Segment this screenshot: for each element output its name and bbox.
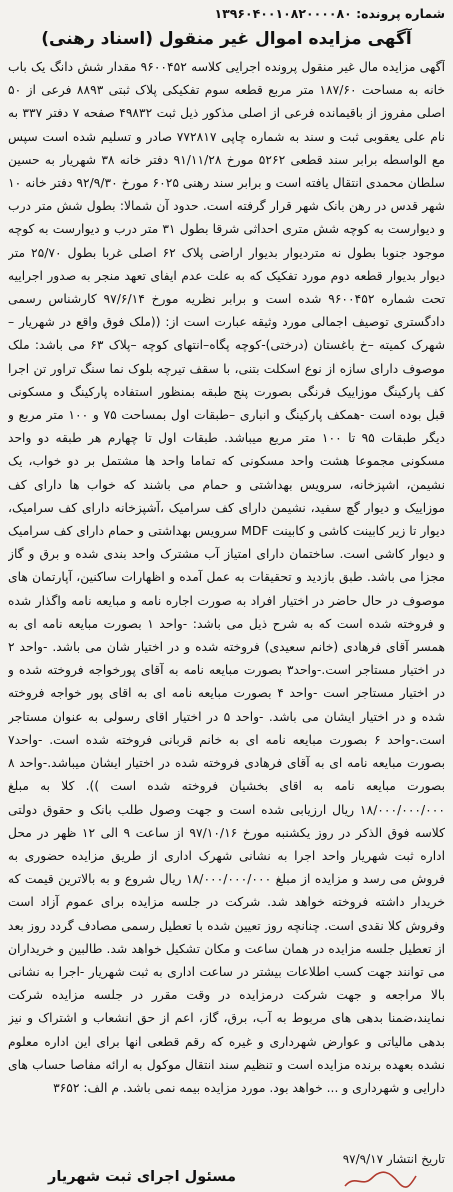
notice-body [8,56,445,1126]
publish-date: تاریخ انتشار ۹۷/۹/۱۷ [342,1152,445,1166]
file-number: شماره پرونده: ۱۳۹۶۰۴۰۰۱۰۸۲۰۰۰۰۸۰ [214,6,445,21]
handwritten-mark [340,1168,420,1192]
notice-title: آگهی مزایده اموال غیر منقول (اسناد رهنی) [41,29,412,49]
notice-paragraph: آگهی مزایده مال غیر منقول پرونده اجرایی کلاسه ۹۶۰۰۴۵۲ مقدار شش دانگ یک باب خانه به مساحت ۱۸۷/۶۰ متر مربع قطعه سوم تفکیکی پلاک ثبتی ۸۸۹۳ فرعی از ۵۰ اصلی مفروز از باقیمانده فرعی از اصلی مذکور ذیل ثبت ۴۹۸۳۲ صفحه ۷ دفتر ۳۳۷ به نام علی یعقوبی ثبت و سند به شماره چاپی ۷۷۲۸۱۷ صادر و تسلیم شده است سپس مع الواسطه برابر سند قطعی ۵۲۶۲ مورخ ۹۱/۱۱/۲۸ دفتر خانه ۳۸ شهریار به حسین سلطان محمدی انتقال یافته است و برابر سند رهنی ۶۰۲۵ مورخ ۹۲/۹/۳۰ دفتر خانه ۱۰ شهر قدس در رهن بانک شهر قرار گرفته است. حدود آن شمالا: بطول شش متر درب و دیوارست به کوچه شش متری احداثی شرقا بطول ۳۱ متر درب و دیوارست به کوچه موجود جنوبا بطول نه متردیوار بدیوار اراضی پلاک ۶۲ اصلی غربا بطول ۲۵/۷۰ متر دیوار بدیوار قطعه دوم مورد تفکیک که به علت عدم ایفای تعهد منجر به صدور اجراییه تحت شماره ۹۶۰۰۴۵۲ شده است و برابر نظریه مورخ ۹۷/۶/۱۴ کارشناس رسمی دادگستری توصیف اجمالی مورد وثیقه عبارت است از: ((ملک فوق واقع در شهریار –شهرک کمیته –خ باغستان (درختی)-کوچه پگاه–انتهای کوچه –پلاک ۶۳ می باشد: ملک موصوف دارای سازه از نوع اسکلت بتنی، با سقف تیرچه بلوک نما سنگ تراور تن اجرا کف پارکینگ موزاییک فرنگی بصورت پنج طبقه بمنظور استفاده پارکینگ و مسکونی قبل بوده است -همکف پارکینگ و انباری –طبقات اول بمساحت ۷۵ و ۱۰۰ متر مربع و دیگر طبقات ۹۵ تا ۱۰۰ متر مربع میباشد. طبقات اول تا چهارم هر طبقه دو واحد مسکونی مجموعا هشت واحد مسکونی که تماما واحد ها مشتمل بر دو خواب، یک نشیمن، اشپزخانه، سرویس بهداشتی و حمام می باشند که خواب ها دارای کف موزاییک و دیوار گچ سفید، نشیمن دارای کف سرامیک ،آشپزخانه دارای کف سرامیک، دیوار تا زیر کابینت کاشی و کابینت MDF سرویس بهداشتی و حمام دارای کف سرامیک و دیوار کاشی است. ساختمان دارای امتیاز آب مشترک واحد بندی شده و برق و گاز مجزا می باشد. طبق بازدید و تحقیقات به عمل آمده و اظهارات ساکنین، آپارتمان های موصوف در حال حاضر در اختیار افراد به صورت اجاره نامه و مبایعه نامه واگذار شده و فروخته شده است که به شرح ذیل می باشد: -واحد ۱ بصورت مبایعه نامه ای به همسر آقای فرهادی (خانم سعیدی) فروخته شده و در اختیار شان می باشد. -واحد ۲ در اختیار مستاجر است.-واحد۳ بصورت مبایعه نامه به آقای پورخواجه فروخته شده و در اختیار مستاجر است -واحد ۴ بصورت مبایعه نامه ای به اقای پور خواجه فروخته شده و در اختیار ایشان می باشد. -واحد ۵ در اختیار اقای رسولی به عنوان مستاجر است.-واحد ۶ بصورت مبایعه نامه ای به خانم قربانی فروخته شده است. -واحد۷ بصورت مبایعه نامه ای به آقای فرهادی فروخته شده در اختیار ایشان میباشد.-واحد ۸ بصورت مبایعه نامه به اقای بخشیان فروخته شده است )). کلا به مبلغ ۱۸/۰۰۰/۰۰۰/۰۰۰ ریال ارزیابی شده است و جهت وصول طلب بانک و حقوق دولتی کلاسه فوق الذکر در روز یکشنبه مورخ ۹۷/۱۰/۱۶ از ساعت ۹ الی ۱۲ ظهر در محل اداره ثبت شهریار واحد اجرا به نشانی شهرک اداری از طریق مزایده حضوری به فروش می رسد و مزایده از مبلغ ۱۸/۰۰۰/۰۰۰/۰۰۰ ریال شروع و به بالاترین قیمت که خریدار داشته فروخته خواهد شد. شرکت در جلسه مزایده برای عموم آزاد است وفروش کلا نقدی است. چنانچه روز تعیین شده با تعطیل رسمی مصادف گردد روز بعد از تعطیل جلسه مزایده در همان ساعت و مکان تشکیل خواهد شد. طالبین و خریداران می توانند جهت کسب اطلاعات بیشتر در ساعت اداری به ثبت شهریار -اجرا به نشانی بالا مراجعه و جهت شرکت درمزایده در وقت مقرر در جلسه مزایده شرکت نمایند،ضمنا بدهی های مربوط به آب، برق، گاز، اعم از حق انشعاب و اشتراک و نیز بدهی مالیاتی و عوارض شهرداری و غیره که رقم قطعی انها برای این اداره معلوم نشده بعهده برنده مزایده است و تنظیم سند انتقال موکول به ارائه مفاصا حساب های دارایی و شهرداری و ... خواهد بود. مورد مزایده بیمه نمی باشد. م الف: ۳۶۵۲ [8,60,445,1095]
footer-row [8,1150,445,1168]
signature-line: مسئول اجرای ثبت شهریار [48,1169,236,1185]
